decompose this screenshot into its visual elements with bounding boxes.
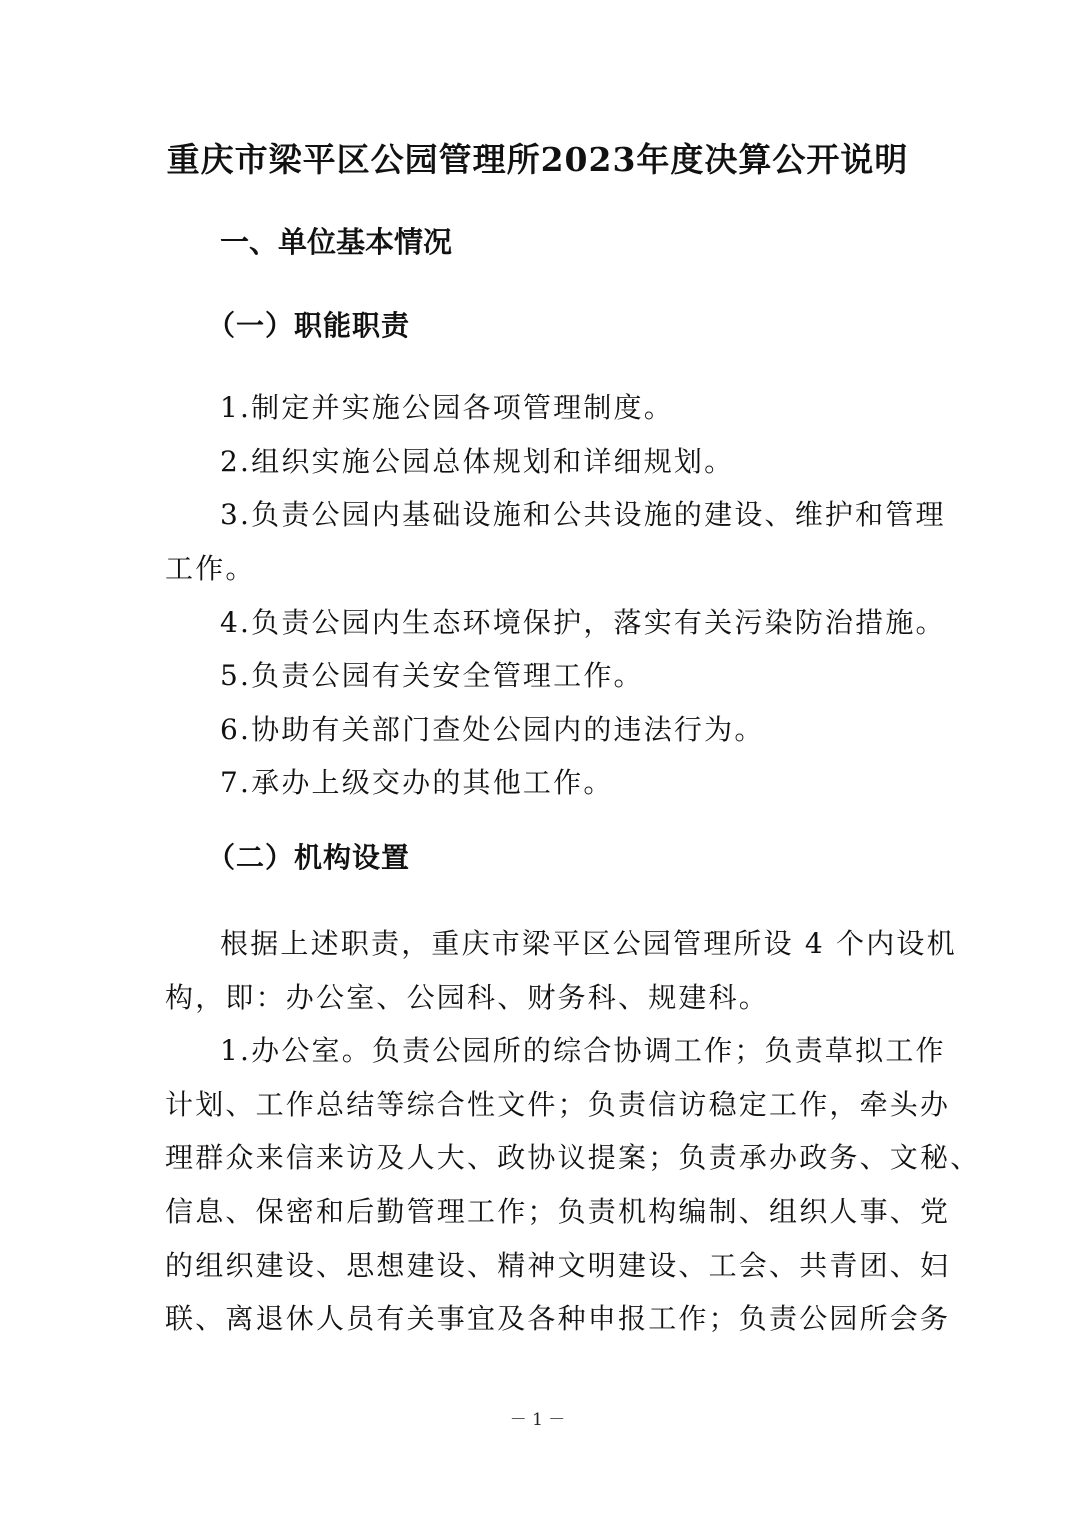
page-number: － 1 － — [509, 1410, 566, 1430]
duty-item: 1.制定并实施公园各项管理制度。 — [220, 391, 674, 424]
duty-item-continuation: 工作。 — [165, 552, 256, 585]
org-paragraph-line: 计划、工作总结等综合性文件；负责信访稳定工作，牵头办 — [165, 1088, 951, 1121]
org-paragraph-line: 联、离退休人员有关事宜及各种申报工作；负责公园所会务 — [165, 1302, 951, 1335]
duty-item: 5.负责公园有关安全管理工作。 — [220, 659, 644, 692]
section-heading-basic-info: 一、单位基本情况 — [220, 225, 453, 259]
org-paragraph-line: 理群众来信来访及人大、政协议提案；负责承办政务、文秘、 — [165, 1141, 981, 1174]
org-paragraph-line: 1.办公室。负责公园所的综合协调工作；负责草拟工作 — [220, 1034, 946, 1067]
document-title: 重庆市梁平区公园管理所2023年度决算公开说明 — [166, 140, 909, 179]
duty-item: 4.负责公园内生态环境保护，落实有关污染防治措施。 — [220, 606, 946, 639]
org-paragraph-line: 根据上述职责，重庆市梁平区公园管理所设 4 个内设机 — [220, 927, 957, 960]
duty-item: 7.承办上级交办的其他工作。 — [220, 766, 614, 799]
org-paragraph-line: 信息、保密和后勤管理工作；负责机构编制、组织人事、党 — [165, 1195, 951, 1228]
duty-item: 2.组织实施公园总体规划和详细规划。 — [220, 445, 735, 478]
duty-item: 6.协助有关部门查处公园内的违法行为。 — [220, 713, 765, 746]
duty-item: 3.负责公园内基础设施和公共设施的建设、维护和管理 — [220, 498, 946, 531]
subsection-heading-duties: （一）职能职责 — [207, 309, 411, 342]
org-paragraph-line: 的组织建设、思想建设、精神文明建设、工会、共青团、妇 — [165, 1249, 951, 1282]
org-paragraph-line: 构，即：办公室、公园科、财务科、规建科。 — [165, 981, 770, 1014]
subsection-heading-organization: （二）机构设置 — [207, 841, 411, 874]
